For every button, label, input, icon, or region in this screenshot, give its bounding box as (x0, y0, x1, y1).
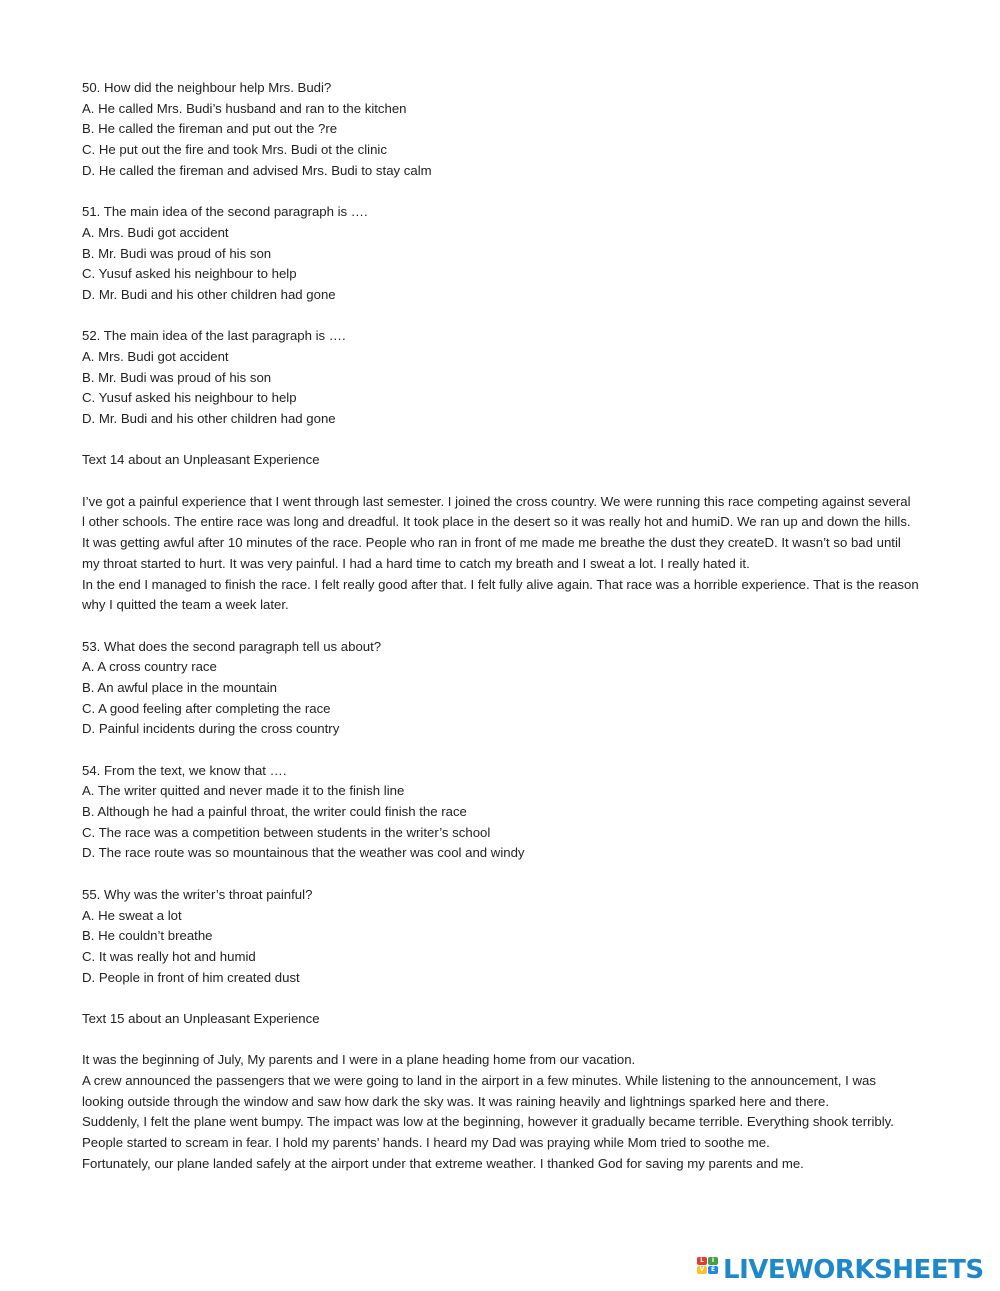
passage-line: looking outside through the window and saw how dark the sky was. It was raining heavily and lightnings sparked here and there. (82, 1093, 829, 1109)
option-a: A. A cross country race (82, 659, 217, 675)
option-b: B. He couldn’t breathe (82, 928, 213, 944)
option-c: C. The race was a competition between students in the writer’s school (82, 824, 491, 840)
option-d: D. Mr. Budi and his other children had gone (82, 411, 336, 426)
logo-tile: E (708, 1266, 718, 1274)
option-d: D. The race route was so mountainous that the weather was cool and windy (82, 845, 525, 861)
worksheet-page (82, 78, 942, 1174)
passage-line: It was the beginning of July, My parents and I were in a plane heading home from our vacation. (82, 1052, 636, 1068)
question-text: 54. From the text, we know that …. (82, 762, 287, 778)
option-a: A. The writer quitted and never made it to the finish line (82, 783, 405, 799)
option-d: D. People in front of him created dust (82, 969, 300, 985)
option-c: C. Yusuf asked his neighbour to help (82, 266, 297, 282)
option-a: A. He sweat a lot (82, 907, 182, 923)
logo-text: LIVEWORKSHEETS (723, 1255, 984, 1285)
option-d: D. Painful incidents during the cross country (82, 721, 340, 737)
option-c: C. Yusuf asked his neighbour to help (82, 390, 297, 406)
option-b: B. He called the fireman and put out the ?re (82, 121, 338, 137)
text-14-heading: Text 14 about an Unpleasant Experience (82, 452, 320, 468)
passage-line: Suddenly, I felt the plane went bumpy. The impact was low at the beginning, however it gradually became terrible. Everything shook terribly. (82, 1114, 894, 1130)
logo-tile: V (697, 1266, 707, 1274)
passage-line: It was getting awful after 10 minutes of the race. People who ran in front of me made me breathe the dust they createD. It wasn’t so bad until (82, 535, 901, 551)
logo-tile: I (708, 1257, 718, 1265)
question-54 (82, 761, 942, 864)
passage-line: Fortunately, our plane landed safely at the airport under that extreme weather. I thanked God for saving my parents and me. (82, 1155, 804, 1171)
option-b: B. Mr. Budi was proud of his son (82, 369, 272, 385)
passage-line: my throat started to hurt. It was very painful. I had a hard time to catch my breath and I sweat a lot. I really hated it. (82, 555, 750, 571)
passage-line: People started to scream in fear. I hold my parents’ hands. I heard my Dad was praying while Mom tried to soothe me. (82, 1135, 770, 1151)
passage-line: A crew announced the passengers that we were going to land in the airport in a few minutes. While listening to the announcement, I was (82, 1073, 876, 1088)
passage-line: In the end I managed to finish the race. I felt really good after that. I felt fully alive again. That race was a horrible experience. That is the reason (82, 576, 919, 592)
option-c: C. A good feeling after completing the race (82, 700, 331, 716)
option-b: B. An awful place in the mountain (82, 679, 278, 695)
question-53 (82, 637, 942, 740)
liveworksheets-logo (697, 1255, 984, 1285)
question-text: 52. The main idea of the last paragraph is …. (82, 328, 346, 344)
option-b: B. Mr. Budi was proud of his son (82, 245, 272, 261)
question-52 (82, 326, 942, 429)
option-d: D. Mr. Budi and his other children had gone (82, 286, 336, 302)
option-c: C. It was really hot and humid (82, 948, 256, 964)
question-51 (82, 202, 942, 305)
option-b: B. Although he had a painful throat, the writer could finish the race (82, 804, 467, 820)
text-15-passage (82, 1050, 942, 1174)
passage-line: l other schools. The entire race was long and dreadful. It took place in the desert so it was really hot and humiD. We ran up and down the hills. (82, 514, 911, 530)
option-a: A. Mrs. Budi got accident (82, 224, 229, 240)
question-text: 51. The main idea of the second paragraph is …. (82, 204, 368, 220)
passage-line: why I quitted the team a week later. (82, 597, 289, 613)
option-c: C. He put out the fire and took Mrs. Budi ot the clinic (82, 142, 387, 158)
question-text: 50. How did the neighbour help Mrs. Budi? (82, 80, 332, 95)
passage-line: I’ve got a painful experience that I went through last semester. I joined the cross country. We were running this race competing against several (82, 493, 911, 509)
option-a: A. Mrs. Budi got accident (82, 348, 229, 364)
text-15-heading: Text 15 about an Unpleasant Experience (82, 1010, 320, 1026)
option-d: D. He called the fireman and advised Mrs. Budi to stay calm (82, 162, 432, 178)
logo-tile: L (697, 1257, 707, 1265)
question-50 (82, 78, 942, 181)
text-14-passage (82, 492, 942, 616)
question-text: 53. What does the second paragraph tell us about? (82, 638, 382, 654)
question-text: 55. Why was the writer’s throat painful? (82, 886, 313, 902)
logo-mark-icon (697, 1257, 719, 1283)
option-a: A. He called Mrs. Budi’s husband and ran to the kitchen (82, 100, 407, 116)
question-55 (82, 885, 942, 988)
